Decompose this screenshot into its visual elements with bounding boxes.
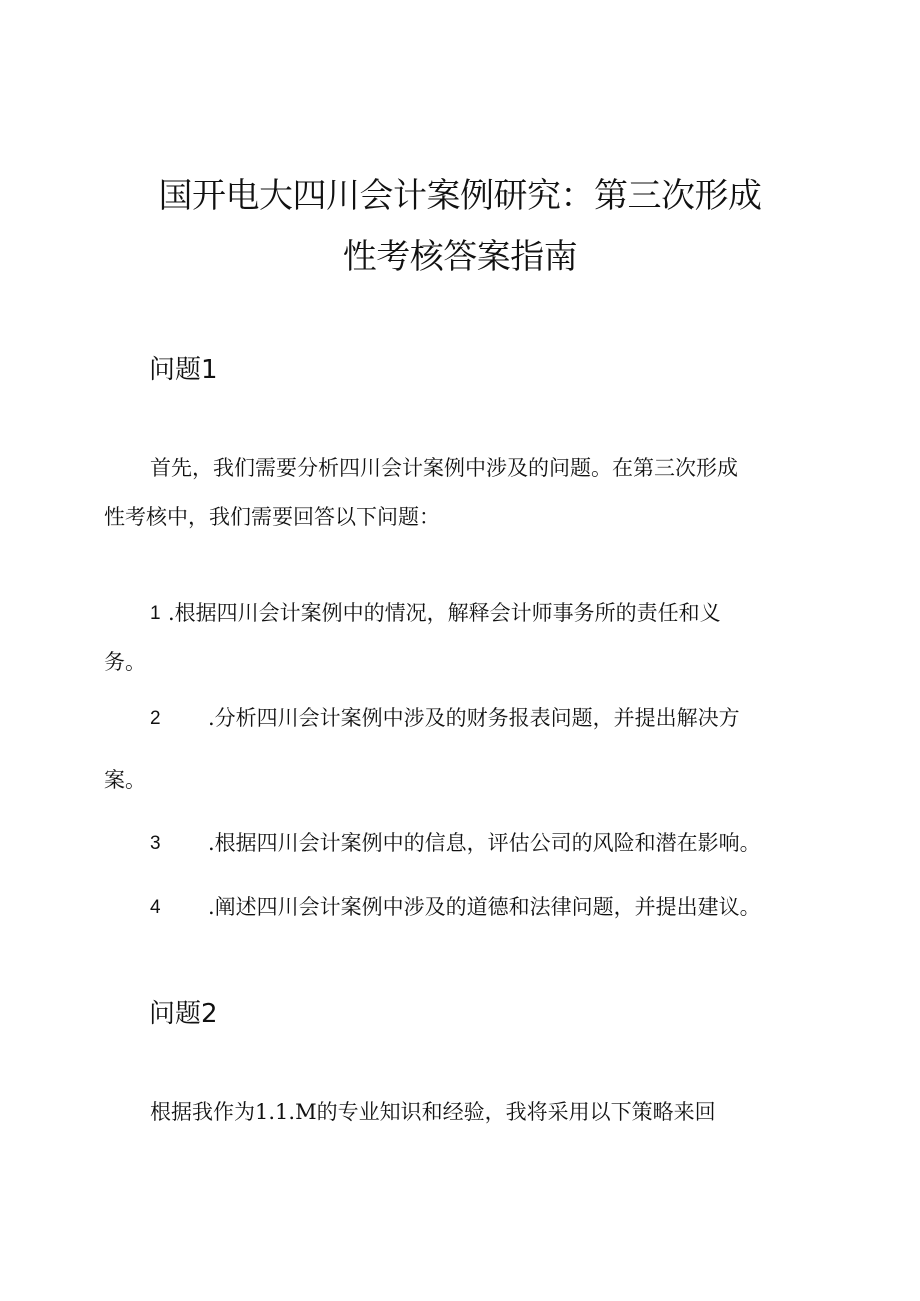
list-item-4-number: 4 <box>150 897 161 918</box>
list-item-1-line-2: 务。 <box>104 650 146 674</box>
list-item-1-number: 1 <box>150 603 161 624</box>
question-2-text-line-1: 根据我作为1.1.M的专业知识和经验，我将采用以下策略来回 <box>150 1100 716 1124</box>
list-item-2-line-2: 案。 <box>104 768 146 792</box>
question-1-intro-line-2: 性考核中，我们需要回答以下问题： <box>104 505 440 529</box>
document-title-line-1: 国开电大四川会计案例研究：第三次形成 <box>158 176 762 216</box>
list-item-3-line-1: .根据四川会计案例中的信息，评估公司的风险和潜在影响。 <box>208 831 761 855</box>
list-item-2-number: 2 <box>150 708 161 729</box>
list-item-3-number: 3 <box>150 833 161 854</box>
question-1-heading: 问题1 <box>149 355 218 385</box>
question-1-intro-line-1: 首先，我们需要分析四川会计案例中涉及的问题。在第三次形成 <box>150 456 738 480</box>
list-item-1-line-1: .根据四川会计案例中的情况，解释会计师事务所的责任和义 <box>168 601 721 625</box>
list-item-4-line-1: .阐述四川会计案例中涉及的道德和法律问题，并提出建议。 <box>208 895 761 919</box>
question-2-heading: 问题2 <box>149 999 218 1029</box>
list-item-2-line-1: .分析四川会计案例中涉及的财务报表问题，并提出解决方 <box>208 706 740 730</box>
document-title-line-2: 性考核答案指南 <box>342 237 578 277</box>
